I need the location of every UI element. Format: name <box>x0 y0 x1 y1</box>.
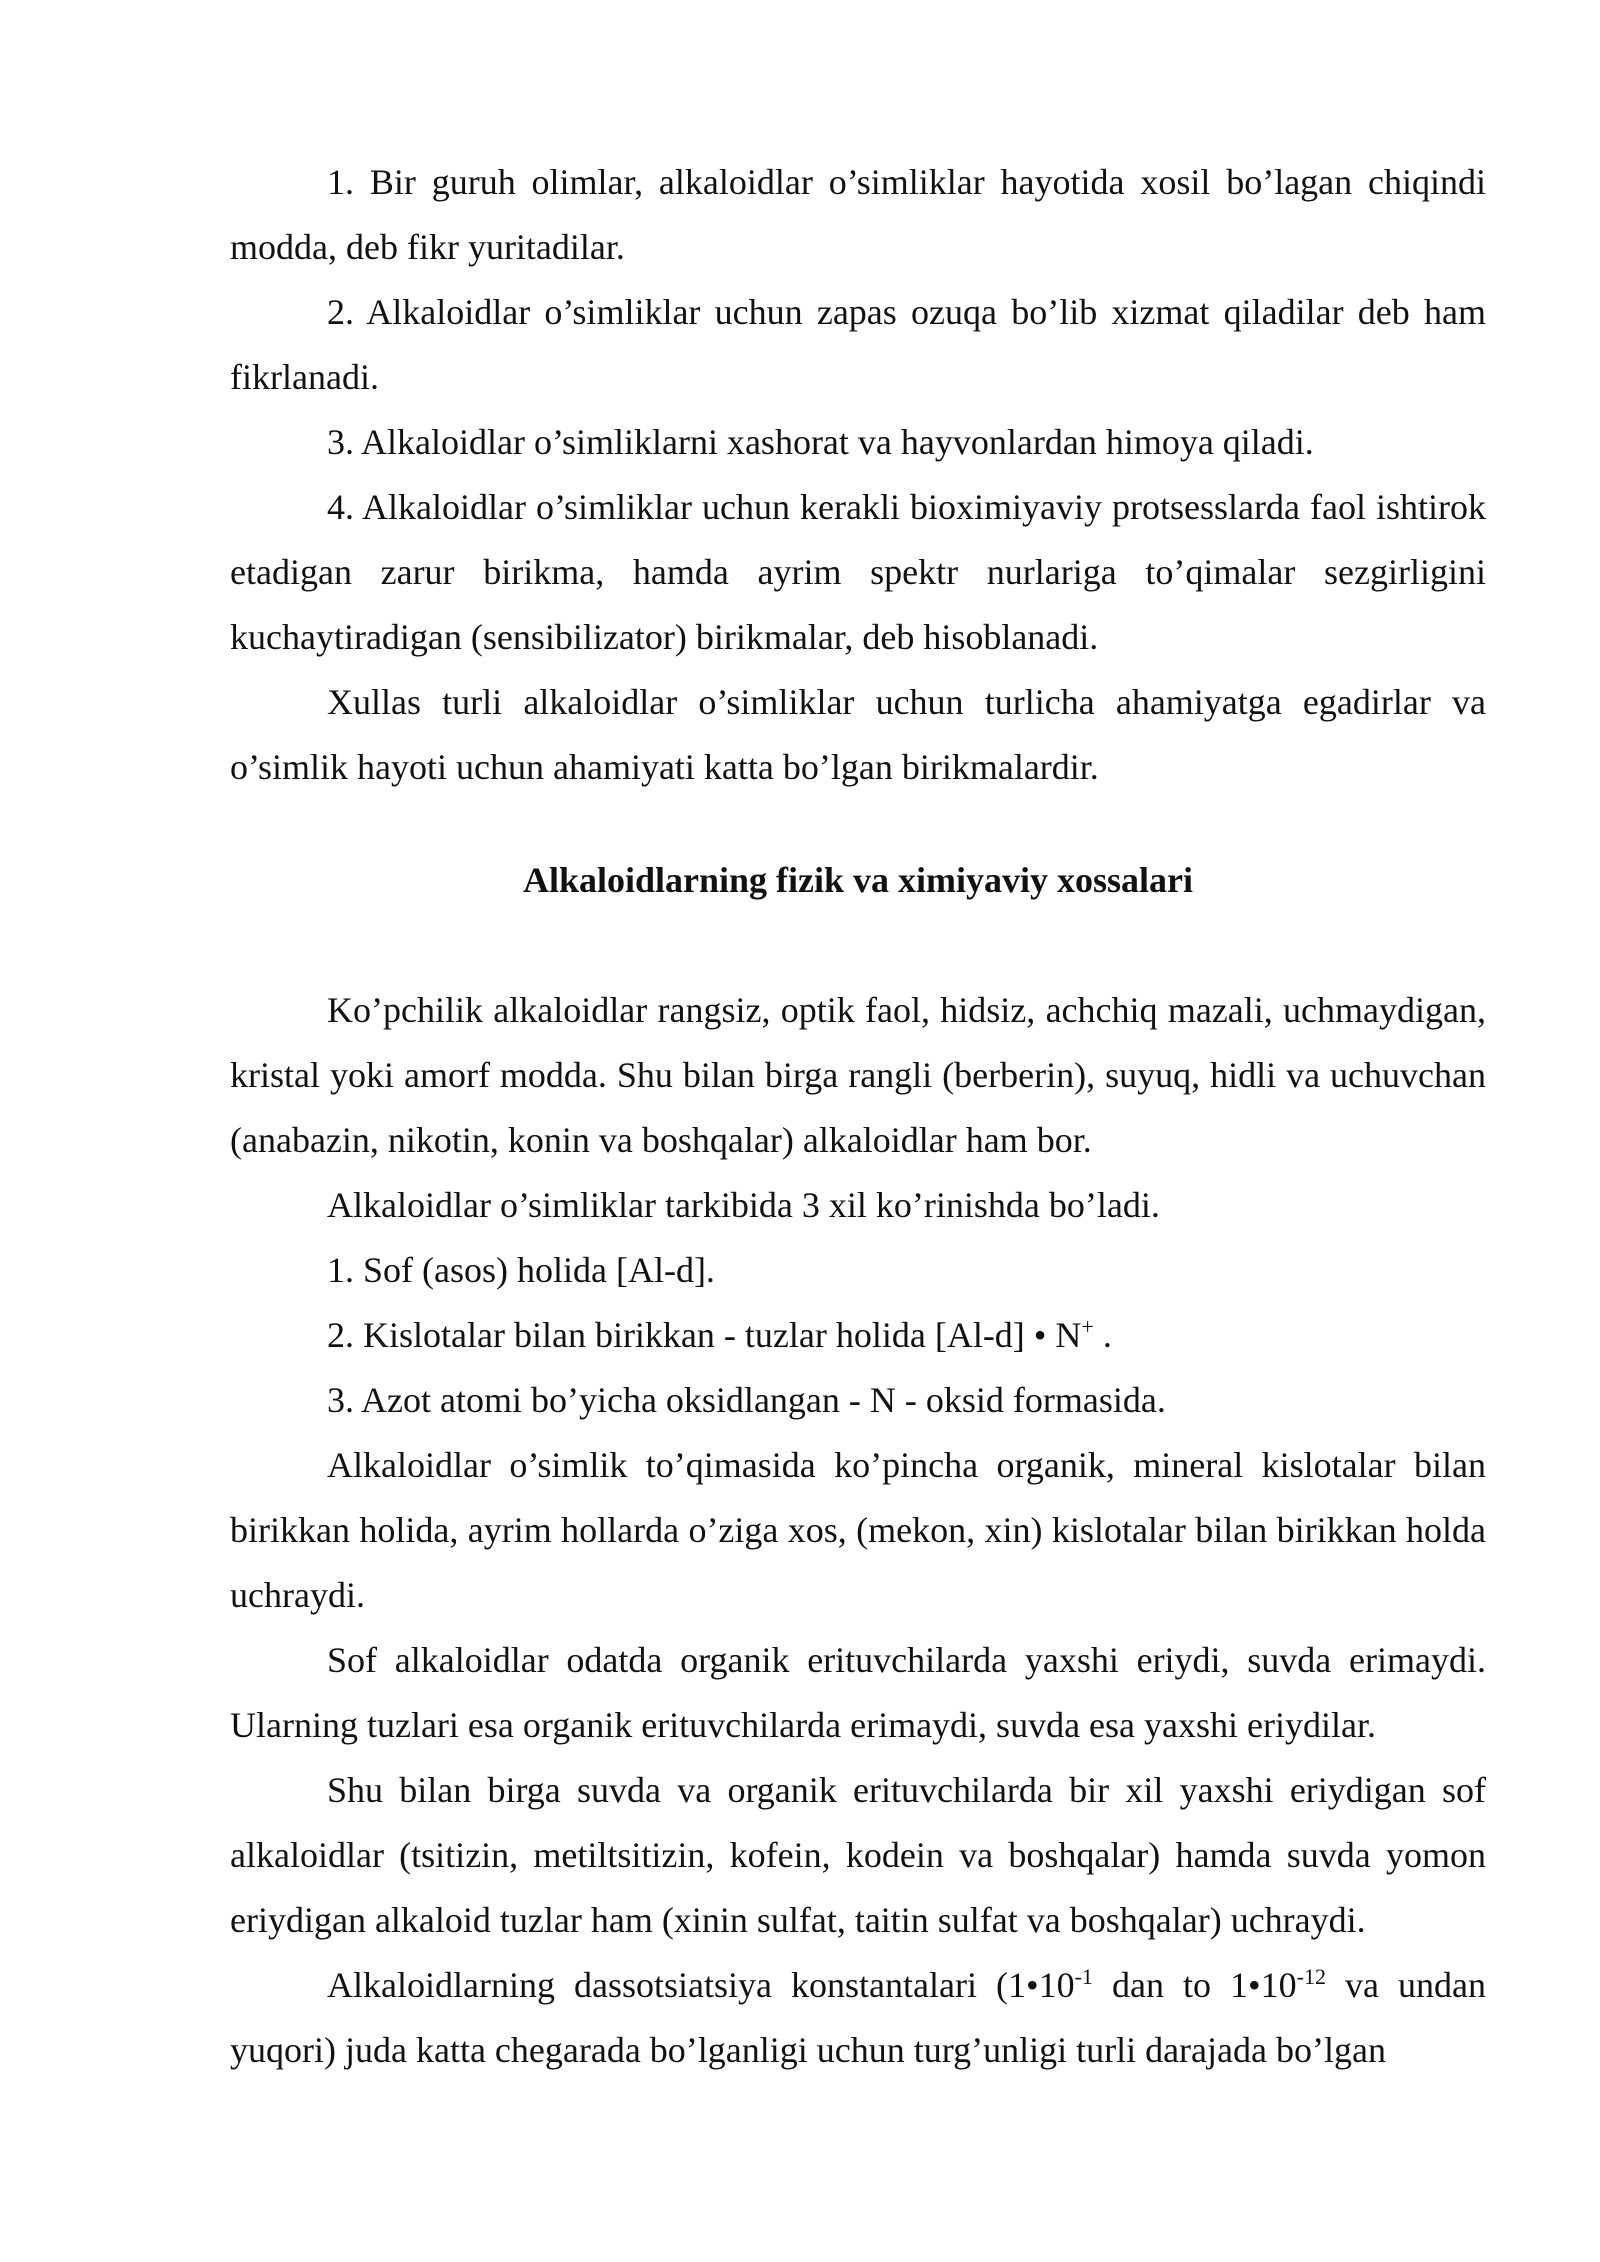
paragraph-dissociation <box>230 1953 1486 2083</box>
paragraph-opinion-3: 3. Alkaloidlar o’simliklarni xashorat va hayvonlardan himoya qiladi. <box>327 422 1314 462</box>
paragraph-properties: Ko’pchilik alkaloidlar rangsiz, optik faol, hidsiz, achchiq mazali, uchmaydigan, kristal yoki amorf modda. Shu bilan birga rangli (berberin), suyuq, hidli va uchuvchan (anabazin, nikotin, konin va boshqalar) alkaloidlar ham bor. <box>230 990 1486 1160</box>
form-2-text: 2. Kislotalar bilan birikkan - tuzlar holida [Al-d] • N <box>327 1315 1082 1355</box>
paragraph-form-2 <box>230 1303 1486 1368</box>
paragraph-opinion-4: 4. Alkaloidlar o’simliklar uchun kerakli bioximiyaviy protsesslarda faol ishtirok etadigan zarur birikma, hamda ayrim spektr nurlariga to’qimalar sezgirligini kuchaytiradigan (sensibilizator) birikmalar, deb hisoblanadi. <box>230 487 1486 657</box>
paragraph-opinion-2: 2. Alkaloidlar o’simliklar uchun zapas ozuqa bo’lib xizmat qiladilar deb ham fikrlanadi. <box>230 292 1486 397</box>
paragraph-form-3: 3. Azot atomi bo’yicha oksidlangan - N - oksid formasida. <box>327 1380 1166 1420</box>
dissociation-text-b: dan to 1•10 <box>1092 1965 1297 2005</box>
dissociation-superscript-2: -12 <box>1296 1964 1326 1989</box>
form-2-superscript: + <box>1081 1314 1094 1339</box>
dissociation-text-c: va undan yuqori) juda katta chegarada bo’lganligi uchun turg’unligi turli darajada bo’lgan <box>230 1965 1486 2070</box>
heading-spacer <box>230 913 1486 978</box>
paragraph-form-1: 1. Sof (asos) holida [Al-d]. <box>327 1250 715 1290</box>
paragraph-occurrence: Alkaloidlar o’simlik to’qimasida ko’pincha organik, mineral kislotalar bilan birikkan holida, ayrim hollarda o’ziga xos, (mekon, xin) kislotalar bilan birikkan holda uchraydi. <box>230 1445 1486 1615</box>
paragraph-solubility-exceptions: Shu bilan birga suvda va organik erituvchilarda bir xil yaxshi eriydigan sof alkaloidlar (tsitizin, metiltsitizin, kofein, kodein va boshqalar) hamda suvda yomon eriydigan alkaloid tuzlar ham (xinin sulfat, taitin sulfat va boshqalar) uchraydi. <box>230 1770 1486 1940</box>
dissociation-superscript-1: -1 <box>1074 1964 1093 1989</box>
paragraph-forms-intro: Alkaloidlar o’simliklar tarkibida 3 xil ko’rinishda bo’ladi. <box>327 1185 1160 1225</box>
dissociation-text-a: Alkaloidlarning dassotsiatsiya konstantalari (1•10 <box>327 1965 1075 2005</box>
paragraph-solubility: Sof alkaloidlar odatda organik erituvchilarda yaxshi eriydi, suvda erimaydi. Ularning tuzlari esa organik erituvchilarda erimaydi, suvda esa yaxshi eriydilar. <box>230 1640 1486 1745</box>
paragraph-opinion-1: 1. Bir guruh olimlar, alkaloidlar o’simliklar hayotida xosil bo’lagan chiqindi modda, deb fikr yuritadilar. <box>230 162 1486 267</box>
section-heading: Alkaloidlarning fizik va ximiyaviy xossalari <box>522 860 1194 900</box>
form-2-end: . <box>1093 1315 1112 1355</box>
paragraph-summary: Xullas turli alkaloidlar o’simliklar uchun turlicha ahamiyatga egadirlar va o’simlik hayoti uchun ahamiyati katta bo’lgan birikmalardir. <box>230 682 1486 787</box>
